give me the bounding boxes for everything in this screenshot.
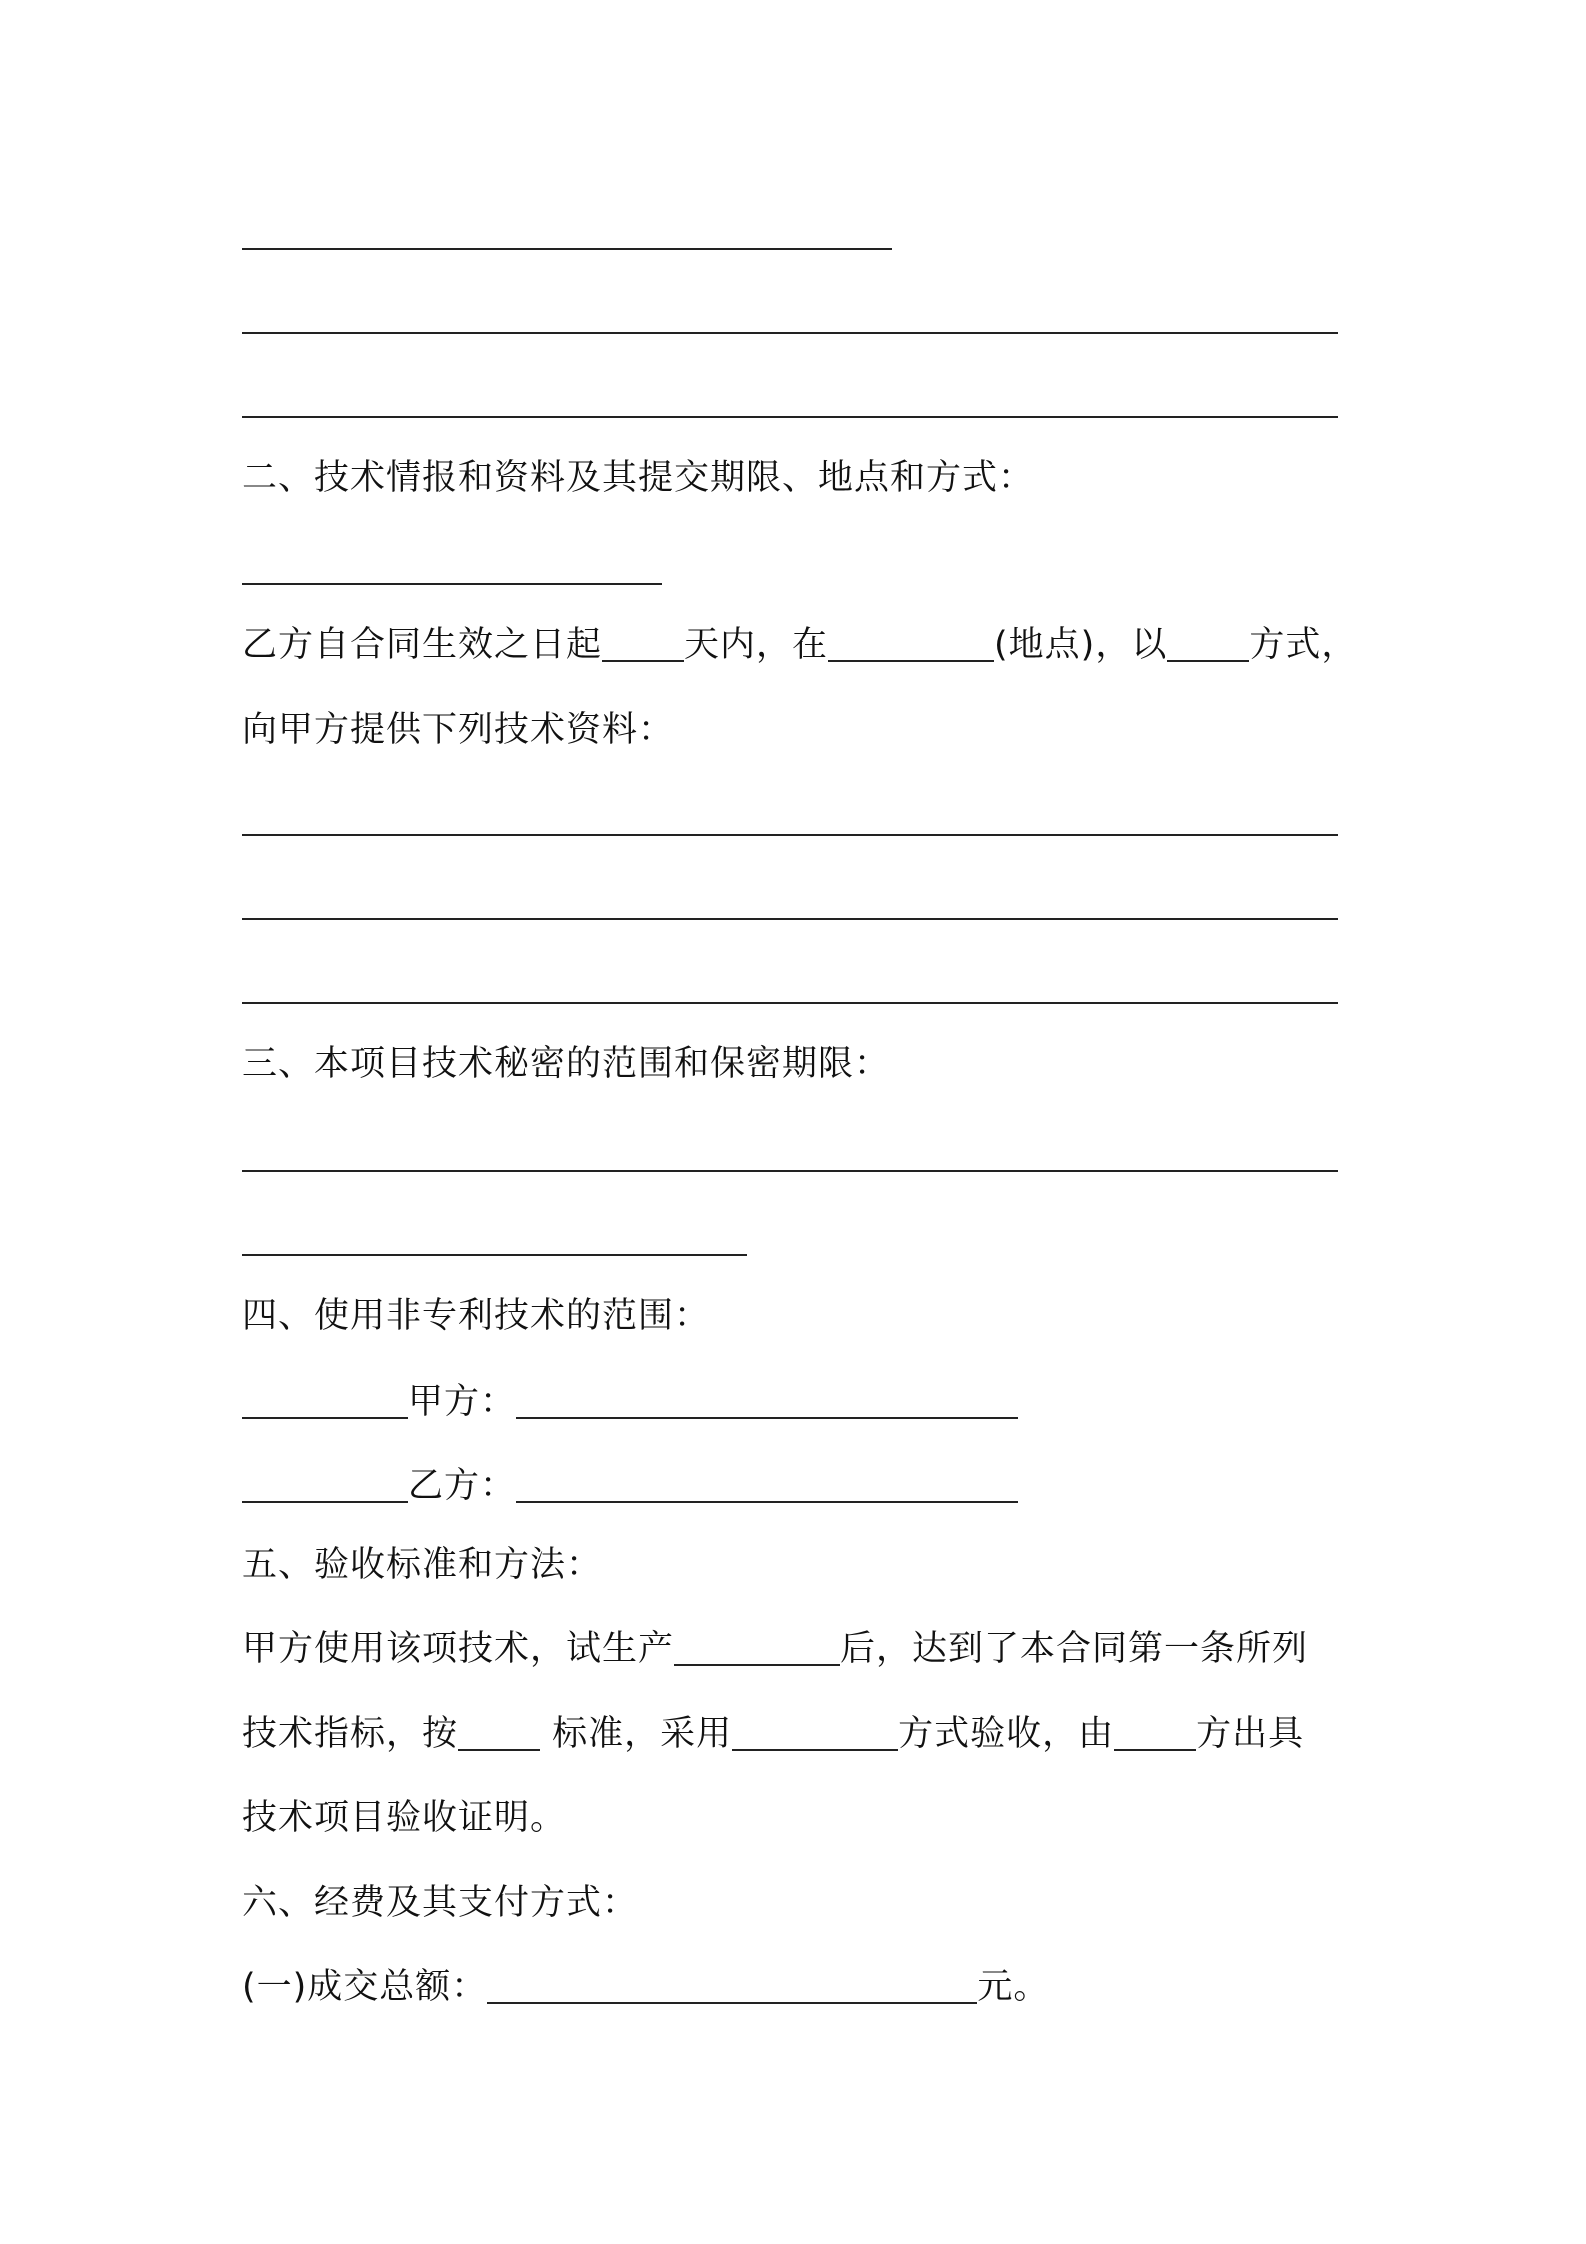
section-5-paragraph-line-2	[242, 1711, 1304, 1757]
text-span: 方式，	[1249, 625, 1358, 665]
text-span: 乙方自合同生效之日起	[242, 625, 603, 665]
trial-production-blank	[674, 1664, 840, 1666]
section-5-heading: 五、验收标准和方法：	[242, 1545, 603, 1585]
blank-line	[242, 1002, 1338, 1004]
currency-unit: 元。	[977, 1967, 1050, 2007]
section-4-heading: 四、使用非专利技术的范围：	[242, 1296, 711, 1336]
party-b-blank	[516, 1501, 1018, 1503]
party-a-blank	[516, 1417, 1018, 1419]
text-span: 后，达到了本合同第一条所列	[840, 1629, 1309, 1669]
section-2-paragraph-line-2: 向甲方提供下列技术资料：	[242, 710, 675, 750]
text-span: (地点)，以	[994, 625, 1168, 665]
blank-line	[242, 332, 1338, 334]
text-span: 标准，采用	[540, 1714, 733, 1754]
blank-line	[242, 1170, 1338, 1172]
text-span: 方式验收，由	[898, 1714, 1115, 1754]
section-5-paragraph-line-3: 技术项目验收证明。	[242, 1798, 567, 1838]
section-2-heading: 二、技术情报和资料及其提交期限、地点和方式：	[242, 458, 1035, 498]
days-blank	[602, 660, 684, 662]
total-amount-line	[242, 1964, 1049, 2010]
method-blank	[1167, 660, 1249, 662]
blank	[242, 1417, 408, 1419]
acceptance-method-blank	[732, 1749, 898, 1751]
issuer-blank	[1114, 1749, 1196, 1751]
text-span: 天内，在	[684, 625, 829, 665]
party-b-scope-line	[242, 1463, 1018, 1509]
text-span: 甲方使用该项技术，试生产	[242, 1629, 675, 1669]
blank-line	[242, 248, 892, 250]
section-6-heading: 六、经费及其支付方式：	[242, 1883, 639, 1923]
section-5-paragraph-line-1	[242, 1626, 1308, 1672]
party-b-label: 乙方：	[408, 1466, 517, 1506]
blank-line	[242, 1254, 747, 1256]
blank-line	[242, 583, 662, 585]
total-amount-blank	[487, 2002, 977, 2004]
blank-line	[242, 834, 1338, 836]
party-a-scope-line	[242, 1379, 1018, 1425]
blank-line	[242, 918, 1338, 920]
text-span: 技术指标，按	[242, 1714, 459, 1754]
location-blank	[828, 660, 994, 662]
total-amount-label: (一)成交总额：	[242, 1967, 488, 2007]
blank-line	[242, 416, 1338, 418]
blank	[242, 1501, 408, 1503]
party-a-label: 甲方：	[408, 1382, 517, 1422]
section-3-heading: 三、本项目技术秘密的范围和保密期限：	[242, 1044, 891, 1084]
standard-blank	[458, 1749, 540, 1751]
text-span: 方出具	[1196, 1714, 1305, 1754]
section-2-paragraph-line-1	[242, 622, 1357, 668]
